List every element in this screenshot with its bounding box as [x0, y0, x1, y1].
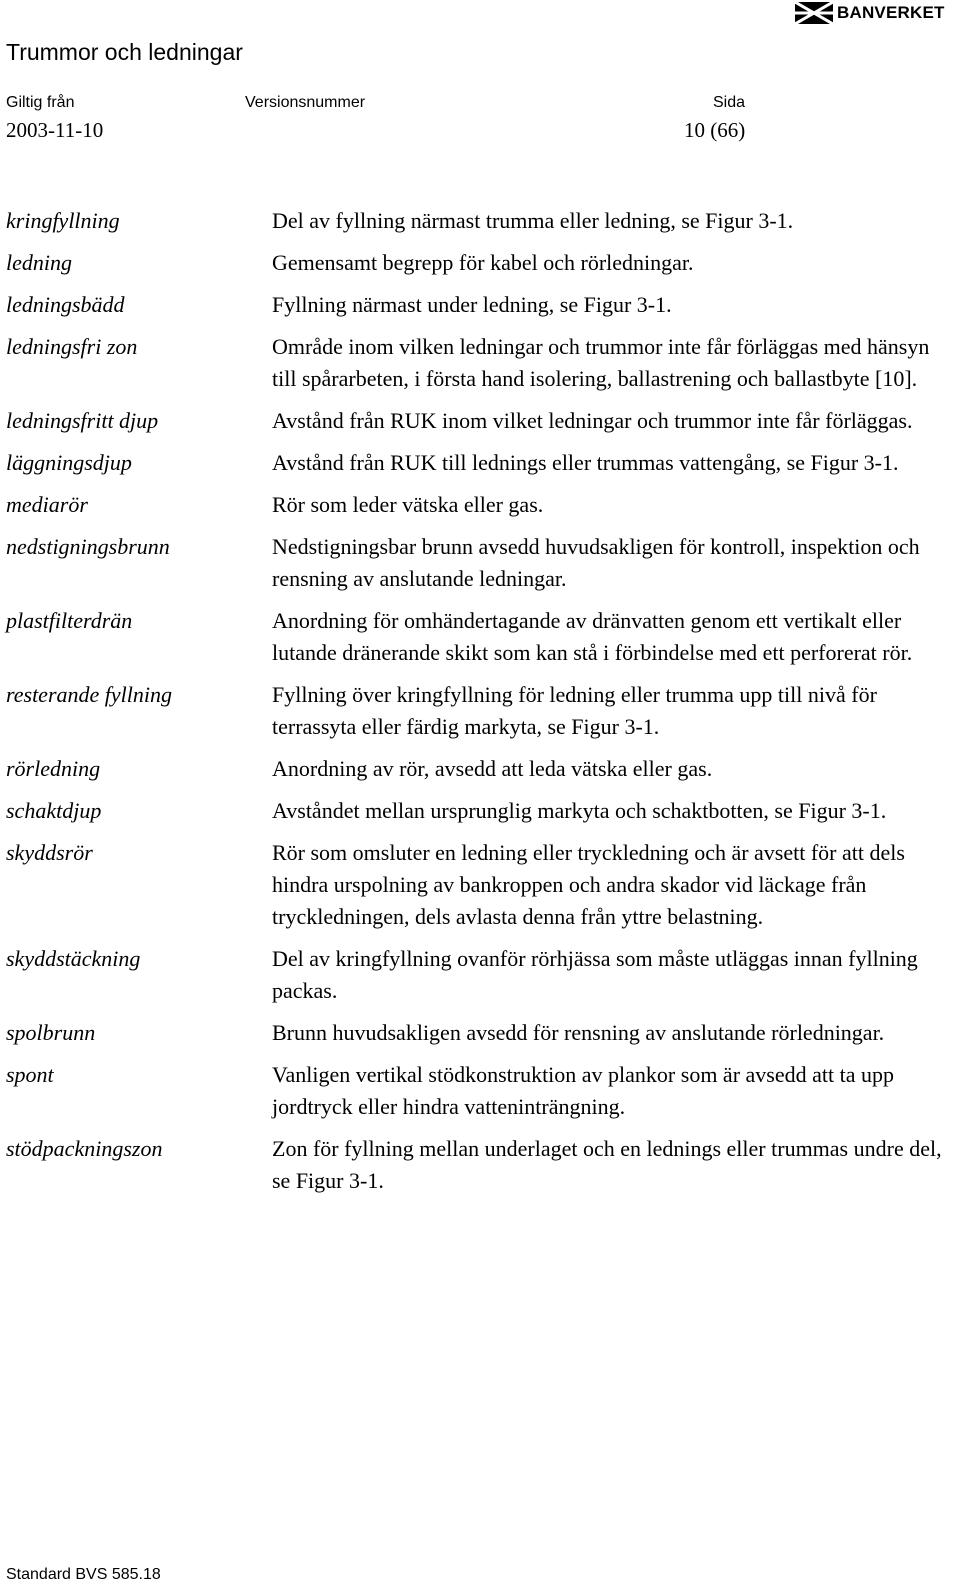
page-label: Sida	[713, 94, 746, 111]
term: ledningsfritt djup	[6, 408, 159, 433]
logo-text: BANVERKET	[837, 3, 945, 22]
term-row	[6, 679, 956, 743]
term: plastfilterdrän	[6, 608, 133, 633]
definition: Avstånd från RUK inom vilket ledningar och trummor inte får förläggas.	[272, 408, 913, 433]
definition: Zon för fyllning mellan underlaget och en lednings eller trummas undre del, se Figur 3-1.	[272, 1136, 942, 1193]
term: schaktdjup	[6, 798, 102, 823]
term: resterande fyllning	[6, 682, 172, 707]
definition: Anordning för omhändertagande av dränvatten genom ett vertikalt eller lutande dränerande skikt som kan stå i förbindelse med ett perforerat rör.	[272, 608, 913, 665]
definition: Avstånd från RUK till lednings eller trummas vattengång, se Figur 3-1.	[272, 450, 899, 475]
term: ledning	[6, 250, 72, 275]
term: nedstigningsbrunn	[6, 534, 170, 559]
term-row	[6, 289, 956, 321]
term: skyddsrör	[6, 840, 93, 865]
term: ledningsbädd	[6, 292, 125, 317]
term: spont	[6, 1062, 54, 1087]
term-row	[6, 1133, 956, 1197]
term-row	[6, 331, 956, 395]
term: stödpackningszon	[6, 1136, 163, 1161]
definition: Rör som leder vätska eller gas.	[272, 492, 544, 517]
definition: Del av kringfyllning ovanför rörhjässa som måste utläggas innan fyllning packas.	[272, 946, 918, 1003]
definition: Rör som omsluter en ledning eller tryckledning och är avsett för att dels hindra urspolning av bankroppen och andra skador vid läckage från tryckledningen, dels avlasta denna från yttre belastning.	[272, 840, 905, 929]
definition: Avståndet mellan ursprunglig markyta och schaktbotten, se Figur 3-1.	[272, 798, 887, 823]
valid-from-label: Giltig från	[6, 94, 75, 111]
definition: Nedstigningsbar brunn avsedd huvudsakligen för kontroll, inspektion och rensning av anslutande ledningar.	[272, 534, 920, 591]
term-row	[6, 205, 956, 237]
definition: Område inom vilken ledningar och trummor inte får förläggas med hänsyn till spårarbeten, i första hand isolering, ballastrening och ballastbyte [10].	[272, 334, 930, 391]
valid-from-value: 2003-11-10	[6, 118, 104, 142]
definition: Gemensamt begrepp för kabel och rörledningar.	[272, 250, 694, 275]
term: ledningsfri zon	[6, 334, 138, 359]
term: kringfyllning	[6, 208, 120, 233]
definition: Anordning av rör, avsedd att leda vätska eller gas.	[272, 756, 713, 781]
term-row	[6, 943, 956, 1007]
term: läggningsdjup	[6, 450, 132, 475]
footer-standard: Standard BVS 585.18	[6, 1566, 161, 1583]
definition: Fyllning över kringfyllning för ledning eller trumma upp till nivå för terrassyta eller färdig markyta, se Figur 3-1.	[272, 682, 877, 739]
term: skyddstäckning	[6, 946, 141, 971]
version-label: Versionsnummer	[245, 94, 366, 111]
term-row	[6, 1059, 956, 1123]
term: rörledning	[6, 756, 101, 781]
term-row	[6, 489, 956, 521]
term-row	[6, 1017, 956, 1049]
term-row	[6, 405, 956, 437]
term-row	[6, 247, 956, 279]
term-row	[6, 447, 956, 479]
definition: Del av fyllning närmast trumma eller ledning, se Figur 3-1.	[272, 208, 794, 233]
banverket-logo	[795, 2, 945, 24]
page-number: 10 (66)	[684, 118, 746, 142]
term-definition-list	[6, 205, 956, 1207]
definition: Brunn huvudsakligen avsedd för rensning av anslutande rörledningar.	[272, 1020, 885, 1045]
term: spolbrunn	[6, 1020, 96, 1045]
term-row	[6, 531, 956, 595]
term-row	[6, 795, 956, 827]
term-row	[6, 605, 956, 669]
term-row	[6, 753, 956, 785]
term-row	[6, 837, 956, 933]
banverket-emblem-icon	[795, 2, 833, 24]
definition: Fyllning närmast under ledning, se Figur 3-1.	[272, 292, 672, 317]
term: mediarör	[6, 492, 88, 517]
definition: Vanligen vertikal stödkonstruktion av plankor som är avsedd att ta upp jordtryck eller hindra vatteninträngning.	[272, 1062, 894, 1119]
document-title: Trummor och ledningar	[6, 39, 243, 65]
